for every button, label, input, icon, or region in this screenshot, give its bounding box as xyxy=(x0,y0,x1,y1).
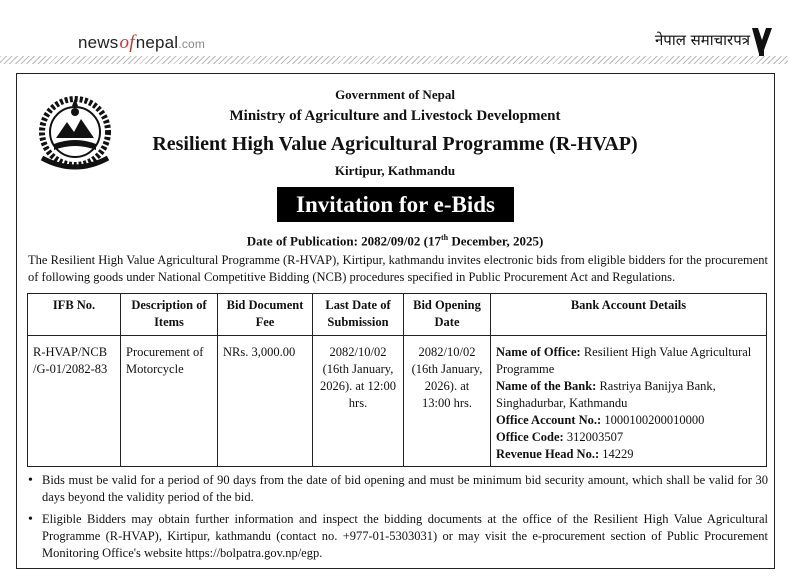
publication-date xyxy=(130,233,660,249)
bank-name-line xyxy=(496,378,761,412)
bank-office-line xyxy=(496,344,761,378)
table-row xyxy=(28,336,767,467)
table-header-row xyxy=(28,294,767,336)
cell-ifb: R-HVAP/NCB /G-01/2082-83 xyxy=(28,336,121,467)
site-header xyxy=(0,0,788,60)
nepali-title: नेपाल समाचारपत्र xyxy=(654,31,750,49)
site-logo[interactable] xyxy=(78,32,205,54)
header-description: Description of Items xyxy=(121,294,218,336)
cell-last-date: 2082/10/02 (16th January, 2026). at 12:00 hrs. xyxy=(313,336,404,467)
header-last-date: Last Date of Submission xyxy=(313,294,404,336)
pub-date-suffix: December, 2025) xyxy=(448,233,544,249)
cell-fee: NRs. 3,000.00 xyxy=(218,336,313,467)
notice-title: Invitation for e-Bids xyxy=(277,187,514,222)
bank-account-label: Office Account No.: xyxy=(496,413,602,427)
header-fee: Bid Document Fee xyxy=(218,294,313,336)
bank-name-value: Rastriya Banijya Bank, Singhadurbar, Kathmandu xyxy=(496,379,716,410)
bank-code-line xyxy=(496,429,761,446)
pub-date-sup: th xyxy=(440,233,449,242)
gov-heading: Government of Nepal xyxy=(335,87,455,102)
header-divider xyxy=(0,56,788,64)
bank-office-label: Name of Office: xyxy=(496,345,581,359)
bank-revenue-line xyxy=(496,446,761,463)
brand-prefix: news xyxy=(78,33,119,52)
cell-description: Procurement of Motorcycle xyxy=(121,336,218,467)
bank-revenue-label: Revenue Head No.: xyxy=(496,447,600,461)
bank-account-line xyxy=(496,412,761,429)
ministry-heading: Ministry of Agriculture and Livestock Development xyxy=(229,108,561,124)
cell-bank-details xyxy=(491,336,767,467)
bank-code-value: 312003507 xyxy=(563,430,624,444)
list-item: • Bids must be valid for a period of 90 days from the date of bid opening and must be minimum bid security amount, which shall be valid for 30 days beyond the validity period of the bid. xyxy=(26,472,768,506)
bank-office-value: Resilient High Value Agricultural Programme xyxy=(496,345,752,376)
bid-table xyxy=(27,293,767,467)
bank-account-value: 1000100200010000 xyxy=(601,413,705,427)
brand-suffix: nepal xyxy=(135,33,179,52)
brand-of: of xyxy=(119,32,135,53)
header-ifb: IFB No. xyxy=(28,294,121,336)
bank-name-label: Name of the Bank: xyxy=(496,379,597,393)
conditions-list xyxy=(26,472,768,567)
header-opening-date: Bid Opening Date xyxy=(404,294,491,336)
pub-date-prefix: Date of Publication: 2082/09/02 (17 xyxy=(246,233,441,249)
location-heading: Kirtipur, Kathmandu xyxy=(334,163,456,178)
bank-code-label: Office Code: xyxy=(496,430,564,444)
list-item: • Eligible Bidders may obtain further information and inspect the bidding documents at the office of the Resilient High Value Agricultural Programme (R-HVAP), Kirtipur, kathmandu (contact no. +977-01-5303031) or may visit the e-procurement section of Public Procurement Monitoring Office's website https://bolpatra.gov.np/egp. xyxy=(26,511,768,562)
bank-revenue-value: 14229 xyxy=(599,447,634,461)
cell-opening-date: 2082/10/02 (16th January, 2026). at 13:00 hrs. xyxy=(404,336,491,467)
brand-tld: .com xyxy=(178,37,206,51)
programme-heading: Resilient High Value Agricultural Programme (R-HVAP) xyxy=(152,133,638,155)
header-bank-details: Bank Account Details xyxy=(491,294,767,336)
intro-paragraph: The Resilient High Value Agricultural Programme (R-HVAP), Kirtipur, kathmandu invites electronic bids from eligible bidders for the procurement of following goods under National Competitive Bidding (NCB) procedures specified in Public Procurement Act and Regulations. xyxy=(28,253,768,284)
nepal-emblem-icon xyxy=(34,92,116,172)
